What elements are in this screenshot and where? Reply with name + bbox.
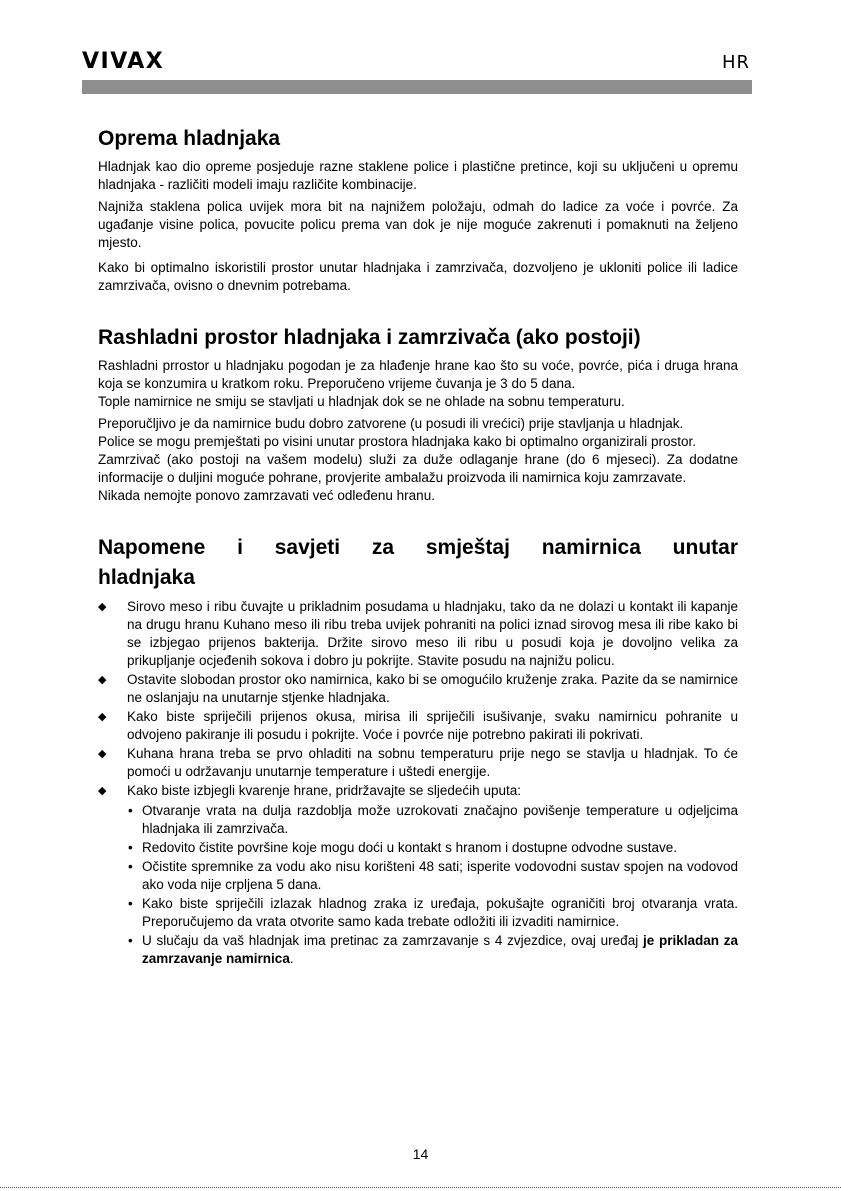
diamond-bullet-icon: ◆ [98,601,107,613]
dot-bullet-icon: • [128,840,133,855]
paragraph: Nikada nemojte ponovo zamrzavati već odleđenu hranu. [98,488,435,503]
page-number: 14 [412,1146,429,1162]
paragraph: Zamrzivač (ako postoji na vašem modelu) služi za duže odlaganje hrane (do 6 mjeseci). Za dodatne informacije o duljini moguće pohrane, provjerite ambalažu proizvoda ili namirnica koju zamrzavate. [98,452,738,485]
dot-bullet-icon: • [128,933,133,948]
dot-bullet-icon: • [128,803,133,818]
tips-list [98,598,738,968]
sub-list [127,802,738,968]
list-item: ◆ Sirovo meso i ribu čuvajte u prikladnim posudama u hladnjaku, tako da ne dolazi u kontakt ili kapanje na drugu hranu Kuhano meso ili ribu treba uvijek pohraniti na polici iznad sirovog mesa ili ribe kako bi se izbjegao prijenos bakterija. Držite sirovo meso ili ribu u posudi koja je dovoljno velika za prikupljanje ocjeđenih sokova i dobro ju pokrijte. Stavite posudu na najnižu policu. [98,599,738,668]
section-title-napomene-cont: hladnjaka [98,566,195,589]
paragraph: Hladnjak kao dio opreme posjeduje razne staklene police i plastične pretince, koji su uključeni u opremu hladnjaka - različiti modeli imaju različite kombinacije. [98,159,738,192]
emphasis-text: je prikladan za zamrzavanje namirnica [142,933,738,966]
dot-bullet-icon: • [128,896,133,911]
brand-logo: VIVAX [82,49,165,74]
sub-list-item: • Redovito čistite površine koje mogu doći u kontakt s hranom i dostupne odvodne sustave. [128,840,678,855]
sub-list-item: • Očistite spremnike za vodu ako nisu korišteni 48 sati; isperite vodovodni sustav spojen na vodovod ako voda nije crpljena 5 dana. [128,859,738,892]
section-title-oprema: Oprema hladnjaka [98,127,281,150]
diamond-bullet-icon: ◆ [98,785,107,797]
paragraph: Rashladni prrostor u hladnjaku pogodan je za hlađenje hrane kao što su voće, povrće, pića i druga hrana koja se konzumira u kratkom roku. Preporučeno vrijeme čuvanja je 3 do 5 dana. [98,358,738,391]
diamond-bullet-icon: ◆ [98,674,107,686]
sub-list-item: • U slučaju da vaš hladnjak ima pretinac za zamrzavanje s 4 zvjezdice, ovaj uređaj je prikladan za zamrzavanje namirnica. [128,933,738,966]
page-header [82,50,752,76]
paragraph: Tople namirnice ne smiju se stavljati u hladnjak dok se ne ohlade na sobnu temperaturu. [98,394,625,409]
sub-list-item: • Otvaranje vrata na dulja razdoblja može uzrokovati značajno povišenje temperature u odjeljcima hladnjaka ili zamrzivača. [128,803,738,836]
paragraph: Najniža staklena polica uvijek mora bit na najnižem položaju, odmah do ladice za voće i povrće. Za ugađanje visine polica, povucite policu prema van dok je nije moguće zakrenuti i pomaknuti na željeno mjesto. [98,199,738,250]
paragraph: Police se mogu premještati po visini unutar prostora hladnjaka kako bi optimalno organizirali prostor. [98,434,697,449]
diamond-bullet-icon: ◆ [98,748,107,760]
list-item: ◆ Kako biste spriječili prijenos okusa, mirisa ili spriječili isušivanje, svaku namirnicu pohranite u odvojeno pakiranje ili posudu i pokrijte. Voće i povrće nije potrebno pakirati ili pokrivati. [98,709,738,742]
language-code: HR [721,52,750,73]
section-title-napomene: Napomene i savjeti za smještaj namirnica unutar [98,536,738,559]
section-title-rashladni: Rashladni prostor hladnjaka i zamrzivača (ako postoji) [98,326,641,349]
list-item: ◆ Kuhana hrana treba se prvo ohladiti na sobnu temperaturu prije nego se stavlja u hladnjak. To će pomoći u održavanju unutarnje temperature i uštedi energije. [98,746,738,779]
list-item: ◆ Ostavite slobodan prostor oko namirnica, kako bi se omogućilo kruženje zraka. Pazite da se namirnice ne oslanjaju na unutarnje stjenke hladnjaka. [98,672,738,705]
sub-list-item: • Kako biste spriječili izlazak hladnog zraka iz uređaja, pokušajte ograničiti broj otvaranja vrata. Preporučujemo da vrata otvorite samo kada trebate odložiti ili izvaditi namirnice. [128,896,738,929]
page-content [98,126,738,969]
dot-bullet-icon: • [128,859,133,874]
footer-rule [0,1187,841,1188]
paragraph: Kako bi optimalno iskoristili prostor unutar hladnjaka i zamrzivača, dozvoljeno je ukloniti police ili ladice zamrzivača, ovisno o dnevnim potrebama. [98,260,738,293]
diamond-bullet-icon: ◆ [98,711,107,723]
header-rule [82,80,752,94]
list-item: ◆ Kako biste izbjegli kvarenje hrane, pridržavajte se sljedećih uputa: • Otvaranje vrata na dulja razdoblja može uzrokovati značajno povišenje temperature u odjeljcima hladnjaka ili zamrzivača. • Redovito čistite površine koje mogu doći u kontakt s hranom i dostupne odvodne sustave. • Očistite spremnike za vodu ako nisu korišteni 48 sati; isperite vodovodni sustav spojen na vodovod ako voda nije crpljena 5 dana. • Kako biste spriječili izlazak hladnog zraka iz uređaja, pokušajte ograničiti broj otvaranja vrata. Preporučujemo da vrata otvorite samo kada trebate odložiti ili izvaditi namirnice. • U slučaju da vaš hladnjak ima pretinac za zamrzavanje s 4 zvjezdice, ovaj uređaj je prikladan za zamrzavanje namirnica. [98,783,738,966]
paragraph: Preporučljivo je da namirnice budu dobro zatvorene (u posudi ili vrećici) prije stavljanja u hladnjak. [98,416,684,431]
